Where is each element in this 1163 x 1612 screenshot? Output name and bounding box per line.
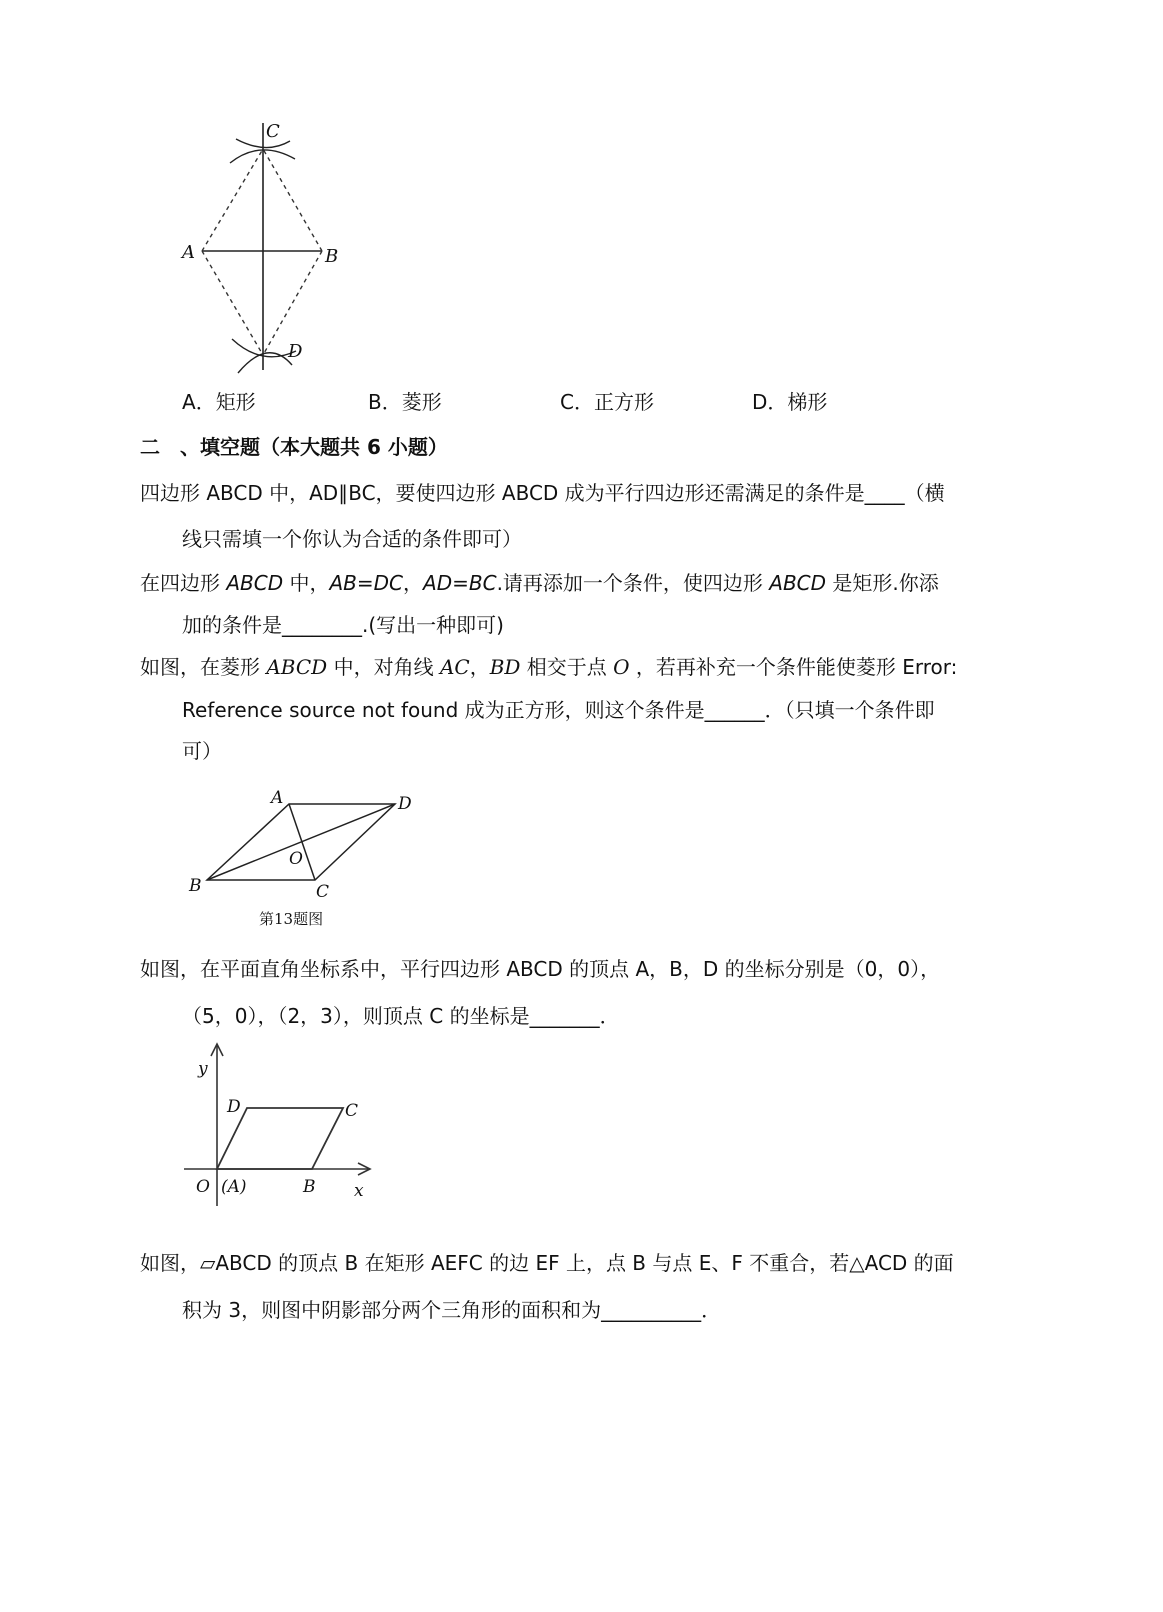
math-run: AD=BC xyxy=(423,571,497,595)
label-a: A xyxy=(271,788,284,808)
question-3-line-2: Reference source not found 成为正方形，则这个条件是______．（只填一个条件即 xyxy=(182,698,935,722)
math-run: ABCD xyxy=(266,655,328,679)
label-b: B xyxy=(325,246,339,267)
text-run: 如图，在菱形 xyxy=(140,655,267,679)
question-4-line-2: （5，0），（2，3），则顶点 C 的坐标是_______． xyxy=(182,1004,620,1028)
math-run: ABCD xyxy=(769,571,827,595)
text-run: 相交于点 xyxy=(520,655,614,679)
question-3-line-1 xyxy=(140,654,957,680)
label-b: B xyxy=(189,876,202,896)
option-letter: A xyxy=(182,390,196,414)
question-5-line-2: 积为 3，则图中阴影部分两个三角形的面积和为__________． xyxy=(182,1298,722,1322)
label-x: x xyxy=(354,1181,364,1201)
text-run: 在四边形 xyxy=(140,571,227,595)
section-title: 二 、填空题（本大题共 6 小题） xyxy=(140,435,448,459)
option-b: B．菱形 xyxy=(368,390,442,414)
label-o: O xyxy=(289,849,303,869)
label-d: D xyxy=(288,341,303,362)
label-a: A xyxy=(182,242,195,263)
math-run: ABCD xyxy=(226,571,284,595)
option-text: 矩形 xyxy=(215,390,256,414)
question-1-line-1: 四边形 ABCD 中，AD∥BC，要使四边形 ABCD 成为平行四边形还需满足的条件是____（横 xyxy=(140,481,945,505)
question-2-line-1 xyxy=(140,570,939,596)
option-a: A．矩形 xyxy=(182,390,256,414)
label-d: D xyxy=(398,794,412,814)
option-c: C．正方形 xyxy=(560,390,654,414)
text-run: 中，对角线 xyxy=(327,655,440,679)
label-c: C xyxy=(266,121,280,142)
math-run: AB=DC xyxy=(329,571,404,595)
text-run: 中， xyxy=(283,571,330,595)
question-3-line-3: 可） xyxy=(182,739,222,763)
math-run: O xyxy=(613,655,630,679)
label-d: D xyxy=(227,1097,241,1117)
question-1-line-2: 线只需填一个你认为合适的条件即可） xyxy=(182,527,522,551)
figure-rhombus-construction-svg xyxy=(170,115,360,380)
figure-rhombus-construction xyxy=(170,115,360,380)
label-a: (A) xyxy=(221,1177,247,1197)
label-b: B xyxy=(303,1177,316,1197)
figure-caption: 第13题图 xyxy=(259,910,324,928)
question-5-line-1: 如图，▱ABCD 的顶点 B 在矩形 AEFC 的边 EF 上，点 B 与点 E、F 不重合，若△ACD 的面 xyxy=(140,1251,954,1275)
label-c: C xyxy=(316,882,330,902)
figure-coordinate-parallelogram xyxy=(180,1040,390,1215)
figure-coordinate-parallelogram-svg xyxy=(180,1040,390,1215)
option-d: D．梯形 xyxy=(752,390,828,414)
math-run: AC xyxy=(439,655,470,679)
option-text: 菱形 xyxy=(401,390,442,414)
text-run: ，若再补充一个条件能使菱形 Error: xyxy=(629,655,958,679)
question-2-line-2: 加的条件是________.(写出一种即可) xyxy=(182,613,504,637)
label-o: O xyxy=(196,1177,210,1197)
question-4-line-1: 如图，在平面直角坐标系中，平行四边形 ABCD 的顶点 A，B，D 的坐标分别是（0，0）， xyxy=(140,957,941,981)
figure-rhombus-diagonals xyxy=(185,786,425,901)
option-text: 正方形 xyxy=(593,390,654,414)
label-y: y xyxy=(198,1059,208,1079)
math-run: BD xyxy=(489,655,521,679)
option-text: 梯形 xyxy=(787,390,828,414)
figure-rhombus-diagonals-svg xyxy=(185,786,425,901)
label-c: C xyxy=(345,1101,359,1121)
text-run: .请再添加一个条件，使四边形 xyxy=(496,571,770,595)
option-letter: B xyxy=(368,390,382,414)
text-run: ， xyxy=(469,655,490,679)
option-letter: D xyxy=(752,390,768,414)
text-run: ， xyxy=(403,571,424,595)
text-run: 是矩形.你添 xyxy=(826,571,939,595)
option-letter: C xyxy=(560,390,574,414)
